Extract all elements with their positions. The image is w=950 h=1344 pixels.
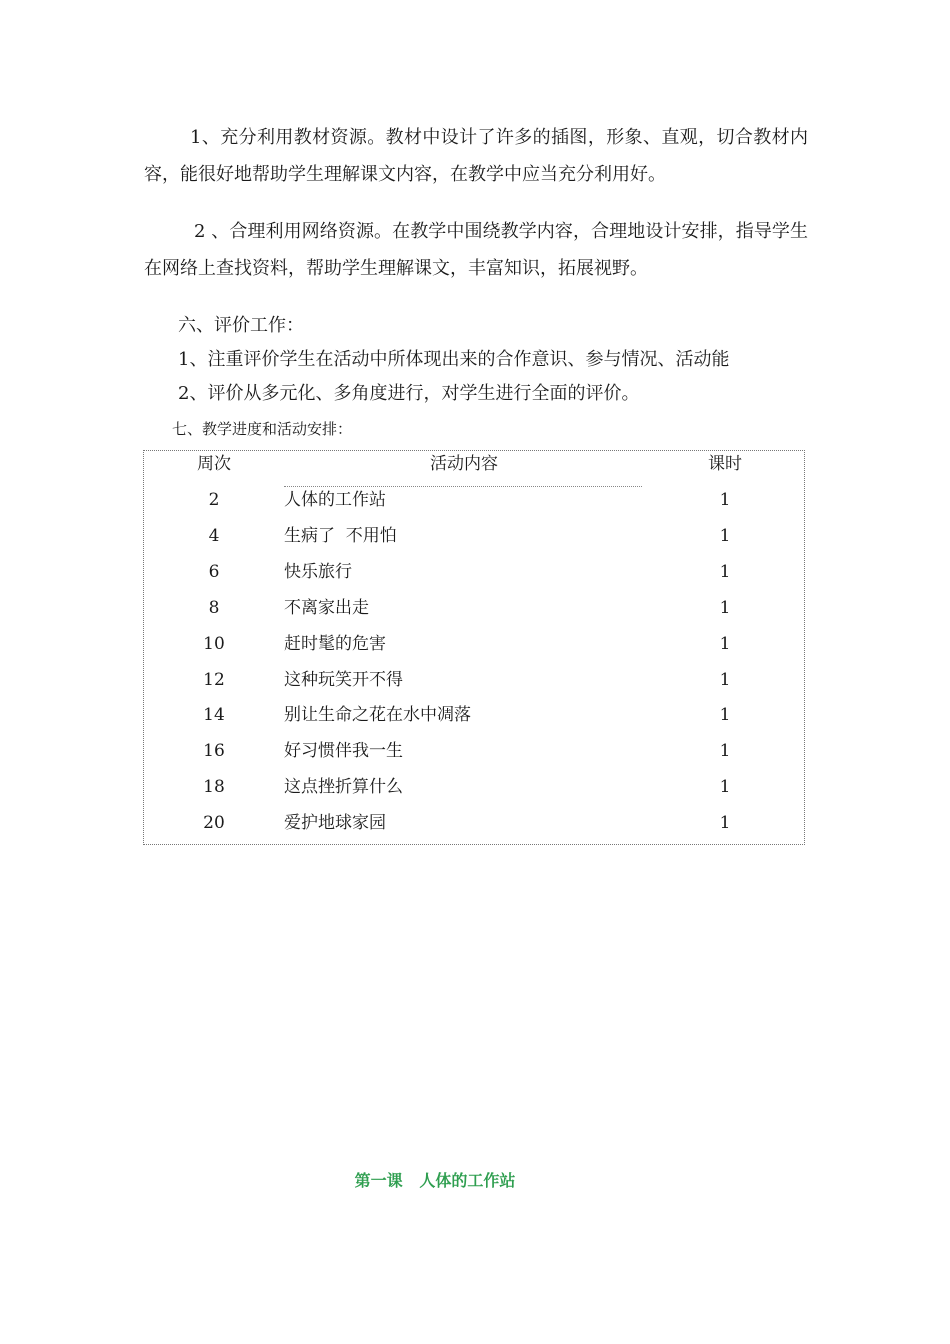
table-row-week: 14 (203, 705, 225, 725)
table-row-activity: 这种玩笑开不得 (284, 670, 403, 690)
table-row-hours: 1 (719, 741, 731, 761)
table-row-activity: 别让生命之花在水中凋落 (284, 705, 471, 725)
table-header-hours: 课时 (708, 454, 742, 474)
table-row-week: 4 (208, 526, 220, 546)
table-row-week: 10 (203, 634, 225, 654)
paragraph-textbook-resources: 1、充分利用教材资源。教材中设计了许多的插图，形象、直观，切合教材内容，能很好地帮助学生理解课文内容，在教学中应当充分利用好。 (144, 127, 808, 185)
table-row-week: 2 (208, 490, 220, 510)
table-row-week: 6 (208, 562, 220, 582)
table-row-hours: 1 (719, 670, 731, 690)
header-divider (284, 486, 642, 487)
paragraph-network-resources: 2 、合理利用网络资源。在教学中围绕教学内容，合理地设计安排，指导学生在网络上查找资料，帮助学生理解课文，丰富知识，拓展视野。 (144, 221, 808, 279)
table-row-hours: 1 (719, 634, 731, 654)
table-header-activity: 活动内容 (430, 454, 498, 474)
table-row-hours: 1 (719, 777, 731, 797)
table-row-activity: 好习惯伴我一生 (284, 741, 403, 761)
table-row-activity: 不离家出走 (284, 598, 369, 618)
section-6-item-1: 1、注重评价学生在活动中所体现出来的合作意识、参与情况、活动能 (178, 349, 730, 370)
table-row-hours: 1 (719, 813, 731, 833)
table-row-week: 12 (203, 670, 225, 690)
section-6-item-2: 2、评价从多元化、多角度进行，对学生进行全面的评价。 (178, 383, 640, 404)
schedule-table (143, 450, 805, 845)
table-header-week: 周次 (197, 454, 231, 474)
table-row-hours: 1 (719, 526, 731, 546)
table-row-activity: 这点挫折算什么 (284, 777, 403, 797)
table-row-activity: 快乐旅行 (284, 562, 352, 582)
table-row-hours: 1 (719, 562, 731, 582)
table-row-week: 18 (203, 777, 225, 797)
table-row-week: 16 (203, 741, 225, 761)
table-row-hours: 1 (719, 598, 731, 618)
table-row-activity: 人体的工作站 (284, 490, 386, 510)
table-row-week: 8 (208, 598, 220, 618)
table-row-week: 20 (203, 813, 225, 833)
section-7-heading: 七、教学进度和活动安排： (172, 420, 353, 438)
section-6-heading: 六、评价工作： (178, 315, 304, 336)
lesson-title: 第一课 人体的工作站 (354, 1171, 516, 1190)
table-row-activity: 生病了 不用怕 (284, 526, 397, 546)
table-row-activity: 爱护地球家园 (284, 813, 386, 833)
table-row-hours: 1 (719, 705, 731, 725)
table-row-activity: 赶时髦的危害 (284, 634, 386, 654)
table-row-hours: 1 (719, 490, 731, 510)
